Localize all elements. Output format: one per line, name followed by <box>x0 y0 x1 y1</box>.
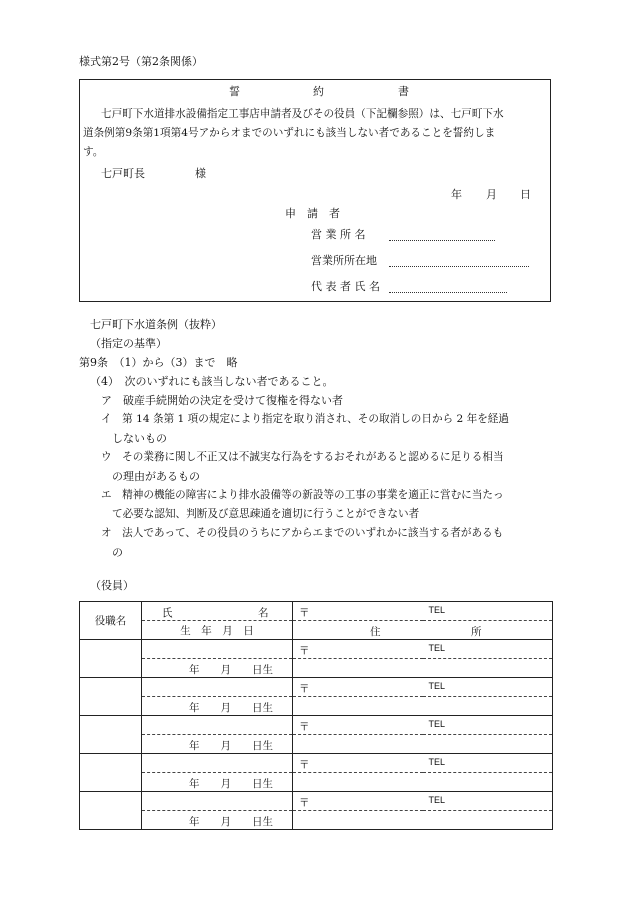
pledge-title-char-1: 誓 <box>229 85 240 98</box>
date-year: 年 <box>451 188 462 201</box>
birth-date-label: 年 月 日生 <box>189 816 273 828</box>
address-cell[interactable] <box>293 773 553 792</box>
office-address-label: 営業所所在地 <box>311 254 377 267</box>
ordinance-heading: （指定の基準） <box>90 337 167 350</box>
name-cell[interactable] <box>142 640 293 659</box>
pledge-title-char-2: 約 <box>313 85 324 98</box>
pledge-body-line-3: す。 <box>83 146 104 158</box>
position-header: 役職名 <box>80 602 142 640</box>
tel-label: TEL <box>428 643 446 653</box>
officers-heading: （役員） <box>90 579 134 592</box>
name-cell[interactable] <box>142 754 293 773</box>
form-label: 様式第2号（第2条関係） <box>79 55 203 68</box>
name-cell[interactable] <box>142 792 293 811</box>
name-cell[interactable] <box>142 678 293 697</box>
birth-date-label: 年 月 日生 <box>189 664 273 676</box>
office-name-field[interactable] <box>389 240 495 241</box>
addressee: 七戸町長 <box>101 167 145 180</box>
postal-mark: 〒 <box>299 683 310 695</box>
ordinance-item-4: （4） 次のいずれにも該当しない者であること。 <box>90 375 334 388</box>
address-header-1: 住 <box>370 626 381 638</box>
birth-date-label: 年 月 日生 <box>189 740 273 752</box>
ordinance-item-i-line-2: しないもの <box>112 432 167 445</box>
officers-table <box>79 601 553 830</box>
ordinance-item-e-line-2: て必要な認知、判断及び意思疎通を適切に行うことができない者 <box>112 508 420 520</box>
address-cell[interactable] <box>293 735 553 754</box>
name-header-1: 氏 <box>162 607 173 619</box>
name-cell[interactable] <box>142 716 293 735</box>
address-cell[interactable] <box>293 659 553 678</box>
position-cell[interactable] <box>80 754 142 792</box>
tel-label: TEL <box>428 681 446 691</box>
postal-mark: 〒 <box>299 759 310 771</box>
birth-header: 生 年 月 日 <box>142 621 293 640</box>
date-day: 日 <box>520 188 531 201</box>
ordinance-item-a: ア 破産手続開始の決定を受けて復権を得ない者 <box>101 394 343 407</box>
ordinance-title: 七戸町下水道条例（抜粋） <box>90 318 222 331</box>
position-cell[interactable] <box>80 678 142 716</box>
date-month: 月 <box>486 188 497 201</box>
tel-label: TEL <box>428 757 446 767</box>
position-cell[interactable] <box>80 792 142 830</box>
birth-date-label: 年 月 日生 <box>189 702 273 714</box>
name-header-2: 名 <box>258 607 269 619</box>
ordinance-item-o-line-2: の <box>112 546 123 559</box>
address-header-2: 所 <box>471 626 482 638</box>
office-name-label: 営 業 所 名 <box>311 228 366 241</box>
postal-mark: 〒 <box>299 607 310 619</box>
address-cell[interactable] <box>293 697 553 716</box>
ordinance-item-i-line-1: イ 第 14 条第 1 項の規定により指定を取り消され、その取消しの日から 2 年を経過 <box>101 413 509 425</box>
postal-mark: 〒 <box>299 645 310 657</box>
tel-label: TEL <box>428 719 446 729</box>
tel-label: TEL <box>428 605 446 615</box>
representative-label: 代 表 者 氏 名 <box>311 280 380 293</box>
tel-label: TEL <box>428 795 446 805</box>
ordinance-article: 第9条 （1）から（3）まで 略 <box>79 356 238 369</box>
pledge-title-char-3: 書 <box>398 85 409 98</box>
pledge-body-line-2: 道条例第9条第1項第4号アからオまでのいずれにも該当しない者であることを誓約しま <box>83 127 496 139</box>
position-cell[interactable] <box>80 640 142 678</box>
applicant-label: 申 請 者 <box>285 207 340 220</box>
pledge-body-line-1: 七戸町下水道排水設備指定工事店申請者及びその役員（下記欄参照）は、七戸町下水 <box>101 108 504 120</box>
ordinance-item-e-line-1: エ 精神の機能の障害により排水設備等の新設等の工事の事業を適正に営むに当たっ <box>101 489 504 501</box>
ordinance-item-o-line-1: オ 法人であって、その役員のうちにアからエまでのいずれかに該当する者があるも <box>101 527 504 539</box>
ordinance-item-u-line-2: の理由があるもの <box>112 470 200 483</box>
addressee-honorific: 様 <box>195 167 206 180</box>
position-cell[interactable] <box>80 716 142 754</box>
ordinance-item-u-line-1: ウ その業務に関し不正又は不誠実な行為をするおそれがあると認めるに足りる相当 <box>101 451 504 463</box>
representative-field[interactable] <box>389 292 507 293</box>
office-address-field[interactable] <box>389 266 529 267</box>
postal-mark: 〒 <box>299 721 310 733</box>
postal-mark: 〒 <box>299 797 310 809</box>
birth-date-label: 年 月 日生 <box>189 778 273 790</box>
address-cell[interactable] <box>293 811 553 830</box>
